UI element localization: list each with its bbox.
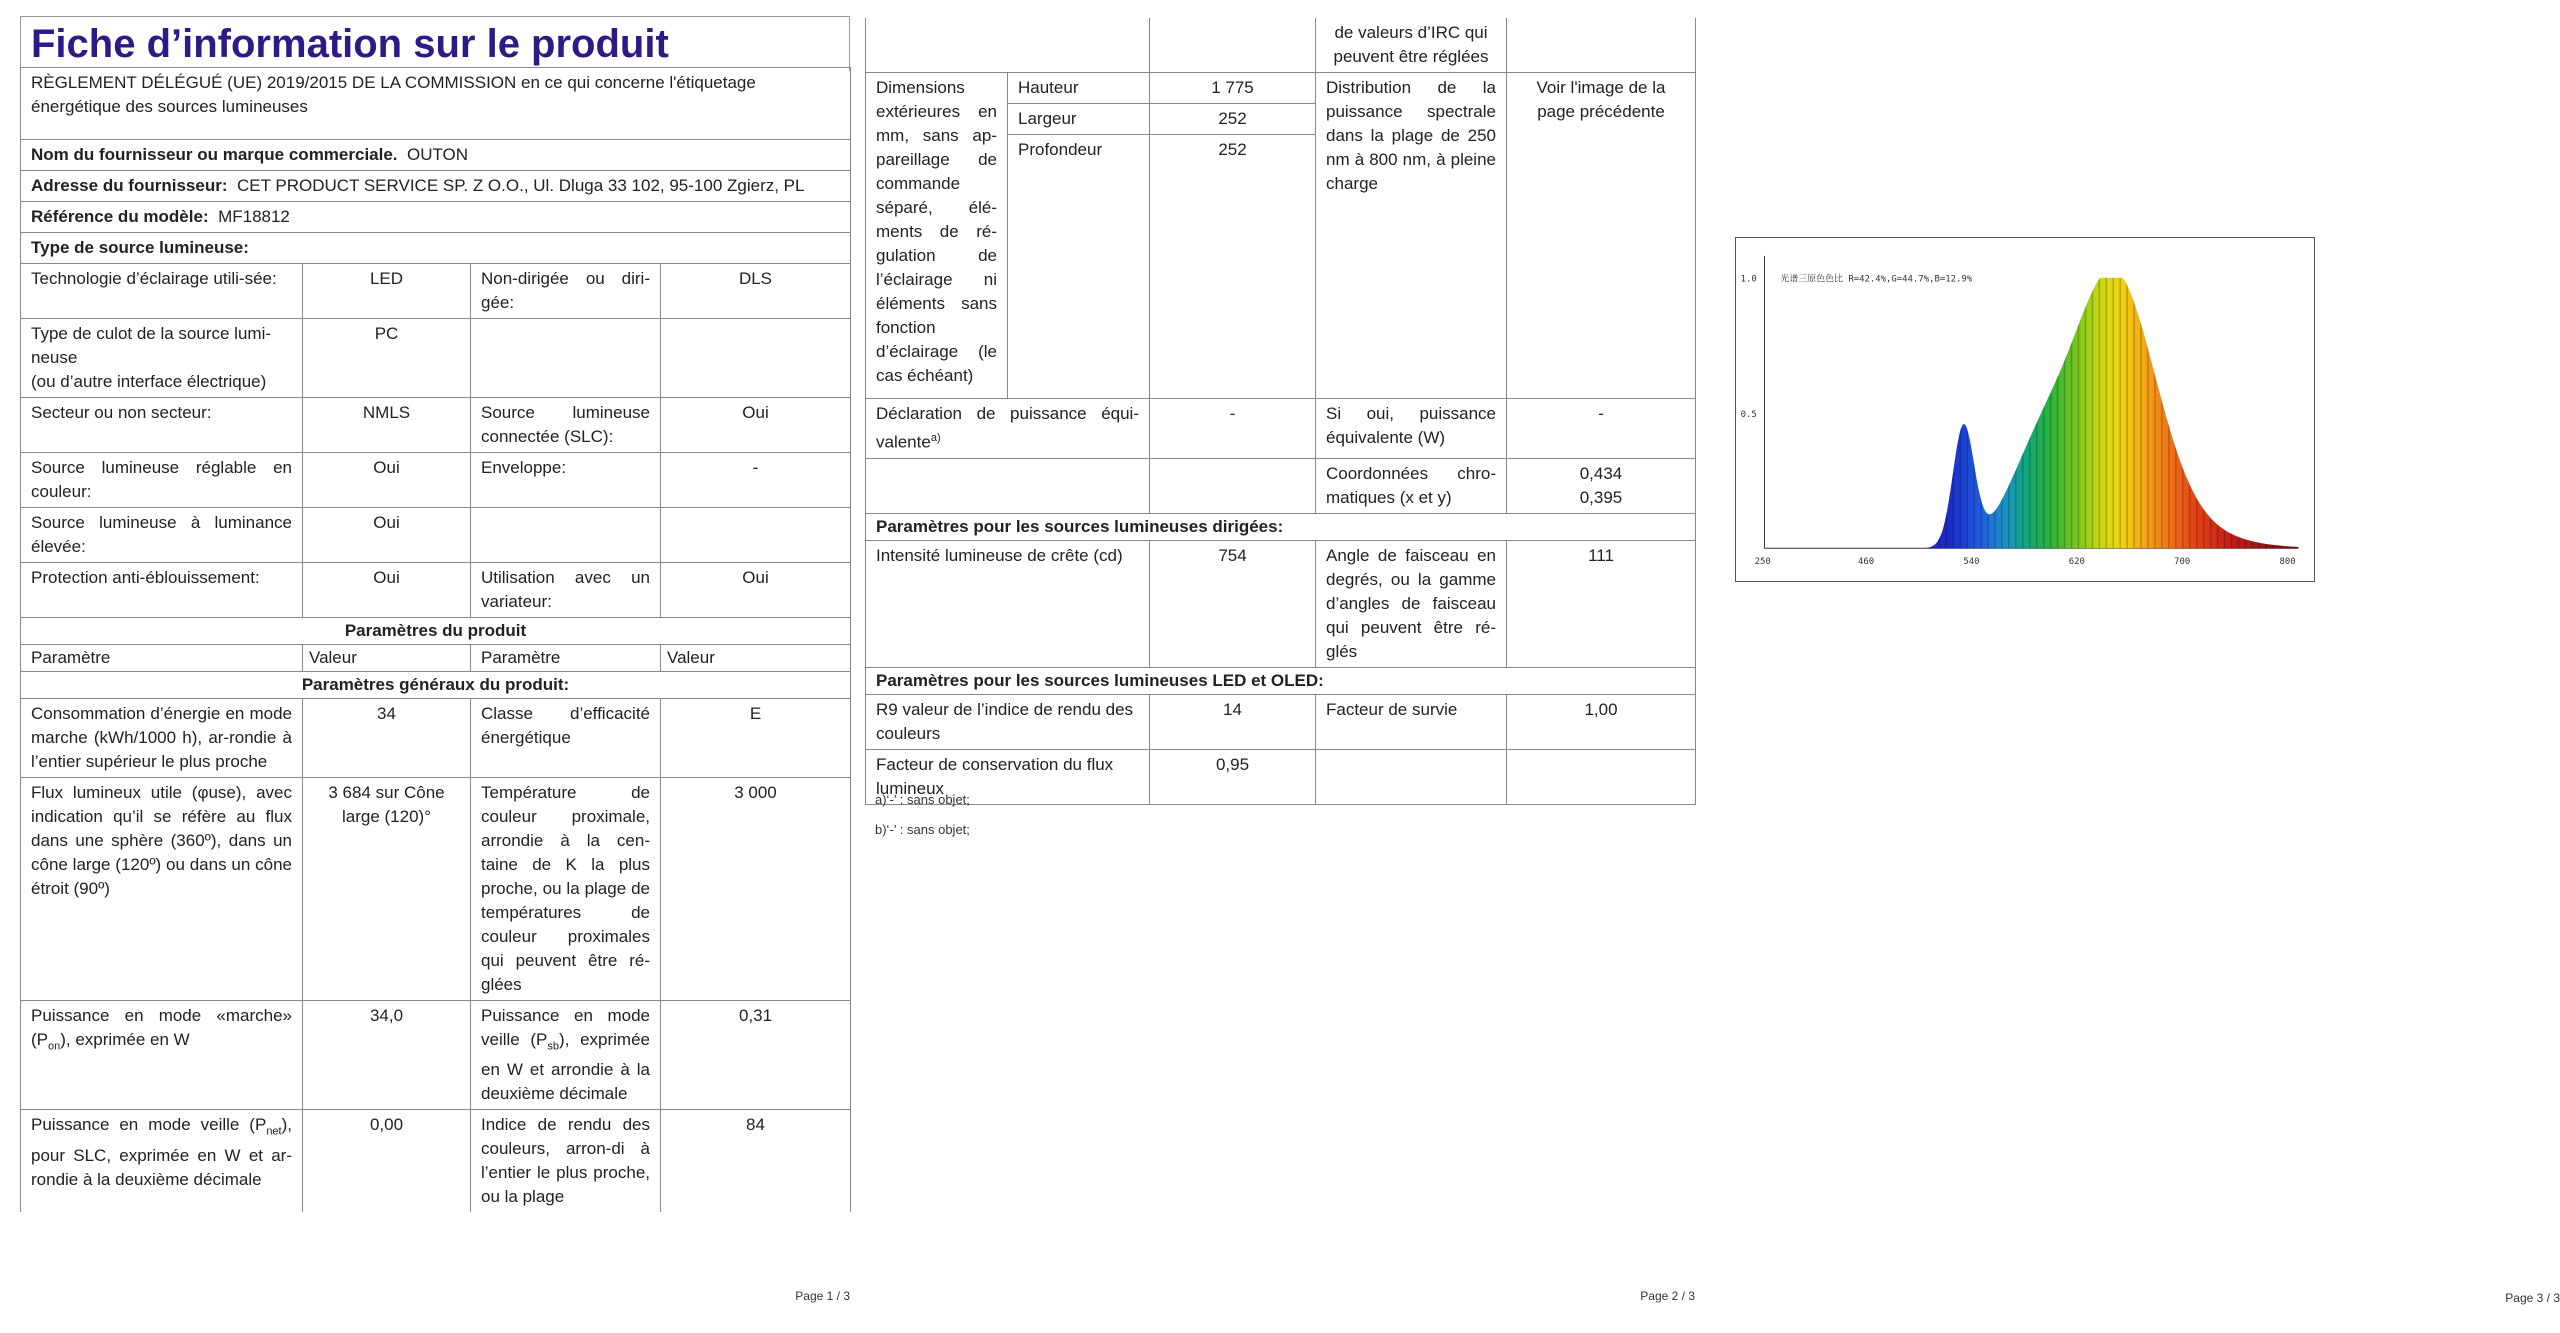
lumen-maintenance-value: 0,95 [1150, 749, 1316, 804]
supplier-address-row [21, 171, 851, 202]
product-params-heading-row [21, 618, 851, 645]
page-3 [1710, 0, 2560, 1333]
table-row [21, 398, 851, 453]
x-tick-label: 460 [1857, 557, 1875, 568]
equivalent-w-value: - [1507, 399, 1696, 459]
table-row [866, 540, 1696, 667]
page-number: Page 3 / 3 [2505, 1291, 2560, 1305]
row-value: DLS [661, 264, 851, 319]
row-label: Température de couleur proximale, arrondie à la cen-taine de K la plus proche, ou la plage de températures de couleur proximales qui peuvent être ré-glées [471, 778, 661, 1001]
row-label: Utilisation avec un variateur: [471, 563, 661, 618]
row-value [661, 508, 851, 563]
y-tick-label: 0.5 [1740, 409, 1757, 420]
led-heading-row [866, 667, 1696, 694]
regulation-text: RÈGLEMENT DÉLÉGUÉ (UE) 2019/2015 DE LA COMMISSION en ce qui concerne l'étiquetage énergétique des sources lumineuses [21, 68, 851, 140]
model-reference-value: MF18812 [218, 207, 290, 226]
column-header-row [21, 645, 851, 672]
dimension-value: 1 775 [1150, 73, 1316, 104]
directed-heading-row [866, 513, 1696, 540]
product-params-heading: Paramètres du produit [21, 618, 851, 645]
supplier-address-value: CET PRODUCT SERVICE SP. Z O.O., Ul. Dluga 33 102, 95-100 Zgierz, PL [236, 176, 805, 195]
spectral-value: Voir l'image de la page précédente [1507, 73, 1696, 399]
x-tick-label: 540 [1963, 557, 1980, 568]
dimensions-row [866, 73, 1696, 104]
spectrum-svg [1736, 238, 2314, 581]
row-label: Flux lumineux utile (φuse), avec indication qu’il se réfère au flux dans une sphère (360º), dans un cône large (120º) ou dans un cône étroit (90º) [21, 778, 303, 1001]
row-label [471, 508, 661, 563]
peak-intensity-label: Intensité lumineuse de crête (cd) [866, 540, 1150, 667]
regulation-row [21, 68, 851, 140]
row-label: Technologie d’éclairage utili-sée: [21, 264, 303, 319]
general-params-heading: Paramètres généraux du produit: [21, 672, 851, 699]
row-label: Secteur ou non secteur: [21, 398, 303, 453]
y-tick-label: 1.0 [1740, 274, 1757, 285]
table-row [21, 699, 851, 778]
column-header-param: Paramètre [21, 645, 303, 672]
supplier-name-label: Nom du fournisseur ou marque commerciale. [31, 145, 398, 164]
dimension-name: Largeur [1008, 104, 1150, 135]
table-row [21, 264, 851, 319]
spectrum-stripes [1910, 278, 2298, 548]
x-tick-label: 620 [2068, 557, 2085, 568]
directed-heading: Paramètres pour les sources lumineuses dirigées: [866, 513, 1696, 540]
column-header-value: Valeur [303, 645, 471, 672]
column-header-param: Paramètre [471, 645, 661, 672]
row-label: Enveloppe: [471, 453, 661, 508]
model-reference-label: Référence du modèle: [31, 207, 209, 226]
table-row [866, 18, 1696, 73]
equivalent-w-label: Si oui, puissance équivalente (W) [1316, 399, 1507, 459]
row-value: 84 [661, 1110, 851, 1213]
spectral-distribution-image [1735, 237, 2315, 582]
dimension-name: Profondeur [1008, 135, 1150, 399]
supplier-address-label: Adresse du fournisseur: [31, 176, 228, 195]
page-title: Fiche d’information sur le produit [20, 16, 850, 71]
row-label: Source lumineuse réglable en couleur: [21, 453, 303, 508]
chromaticity-y: 0,395 [1579, 487, 1623, 507]
dimension-name: Hauteur [1008, 73, 1150, 104]
r9-label: R9 valeur de l’indice de rendu des couleurs [866, 694, 1150, 749]
row-value: Oui [303, 563, 471, 618]
spectrum-header: 光谱三原色色比 R=42.4%,G=44.7%,B=12.9% [1780, 274, 1973, 285]
page-number: Page 1 / 3 [795, 1289, 850, 1303]
product-info-table-continued [865, 18, 1696, 805]
dimension-value: 252 [1150, 104, 1316, 135]
table-row [21, 508, 851, 563]
row-value: LED [303, 264, 471, 319]
table-row [21, 1110, 851, 1213]
row-label: Puissance en mode «marche» $(P_{on})$, exprimée en W [21, 1001, 303, 1110]
row-value: PC [303, 319, 471, 398]
source-type-heading-row [21, 233, 851, 264]
lumen-maintenance-label: Facteur de conservation du flux lumineux [866, 749, 1150, 804]
row-value: 0,00 [303, 1110, 471, 1213]
r9-value: 14 [1150, 694, 1316, 749]
peak-intensity-value: 754 [1150, 540, 1316, 667]
dimensions-label: Dimensions extérieures en mm, sans ap-pareillage de commande séparé, élé-ments de ré-gulation de l’éclairage ni éléments sans fonction d’éclairage (le cas échéant) [866, 73, 1008, 399]
x-tick-label: 800 [2279, 557, 2296, 568]
row-label: Classe d’efficacité énergétique [471, 699, 661, 778]
row-label: Source lumineuse connectée (SLC): [471, 398, 661, 453]
row-label: Protection anti-éblouissement: [21, 563, 303, 618]
row-value: NMLS [303, 398, 471, 453]
survival-label: Facteur de survie [1316, 694, 1507, 749]
table-row [866, 749, 1696, 804]
equivalent-power-row: Déclaration de puissance équi-valente$^{a)}$ - Si oui, puissance équivalente (W) - [866, 399, 1696, 459]
row-value: - [661, 453, 851, 508]
supplier-name-row [21, 140, 851, 171]
row-label: Indice de rendu des couleurs, arron-di à l’entier le plus proche, ou la plage [471, 1110, 661, 1213]
row-value: 0,31 [661, 1001, 851, 1110]
row-label: Consommation d’énergie en mode marche (kWh/1000 h), ar-rondie à l’entier supérieur le plus proche [21, 699, 303, 778]
survival-value: 1,00 [1507, 694, 1696, 749]
equivalent-power-value: - [1150, 399, 1316, 459]
row-label: Non-dirigée ou diri-gée: [471, 264, 661, 319]
row-value: 34,0 [303, 1001, 471, 1110]
x-tick-label: 700 [2174, 557, 2191, 568]
footnote-a: a)‘-’ : sans objet; [875, 792, 970, 807]
row-label [471, 319, 661, 398]
table-row [21, 319, 851, 398]
product-info-table [20, 67, 851, 1212]
row-value: Oui [303, 453, 471, 508]
source-type-heading: Type de source lumineuse: [21, 233, 851, 264]
row-value: 34 [303, 699, 471, 778]
chromaticity-row [866, 458, 1696, 513]
row-value: E [661, 699, 851, 778]
chromaticity-label: Coordonnées chro-matiques (x et y) [1316, 458, 1507, 513]
beam-angle-value: 111 [1507, 540, 1696, 667]
row-value: 3 000 [661, 778, 851, 1001]
row-label: Puissance en mode veille $(P_{sb})$, exprimée en W et arrondie à la deuxième décimale [471, 1001, 661, 1110]
beam-angle-label: Angle de faisceau en degrés, ou la gamme d’angles de faisceau qui peuvent être ré-glés [1316, 540, 1507, 667]
x-tick-label: 250 [1754, 557, 1771, 568]
row-value: 3 684 sur Cône large (120)° [303, 778, 471, 1001]
table-row [21, 1001, 851, 1110]
cri-continued: de valeurs d’IRC qui peuvent être réglées [1316, 18, 1507, 73]
table-row [866, 694, 1696, 749]
row-label-note: (ou d’autre interface électrique) [31, 372, 267, 391]
row-label: Puissance en mode veille $(P_{net})$, pour SLC, exprimée en W et ar-rondie à la deuxième décimale [21, 1110, 303, 1213]
row-value [661, 319, 851, 398]
general-params-heading-row [21, 672, 851, 699]
table-row [21, 563, 851, 618]
row-label: Type de culot de la source lumi-neuse [31, 324, 272, 367]
model-reference-row [21, 202, 851, 233]
led-heading: Paramètres pour les sources lumineuses LED et OLED: [866, 667, 1696, 694]
table-row [21, 778, 851, 1001]
page-number: Page 2 / 3 [1640, 1289, 1695, 1303]
page-1 [0, 0, 860, 1333]
row-value: Oui [661, 563, 851, 618]
dimension-value: 252 [1150, 135, 1316, 399]
row-label: Source lumineuse à luminance élevée: [21, 508, 303, 563]
footnote-b: b)‘-’ : sans objet; [875, 822, 970, 837]
row-value: Oui [303, 508, 471, 563]
column-header-value: Valeur [661, 645, 851, 672]
spectral-label: Distribution de la puissance spectrale dans la plage de 250 nm à 800 nm, à pleine charge [1316, 73, 1507, 399]
row-value: Oui [661, 398, 851, 453]
table-row [21, 453, 851, 508]
equivalent-power-label: Déclaration de puissance équi-valente [876, 404, 1139, 452]
supplier-name-value: OUTON [406, 145, 469, 164]
chromaticity-x: 0,434 [1579, 463, 1623, 483]
